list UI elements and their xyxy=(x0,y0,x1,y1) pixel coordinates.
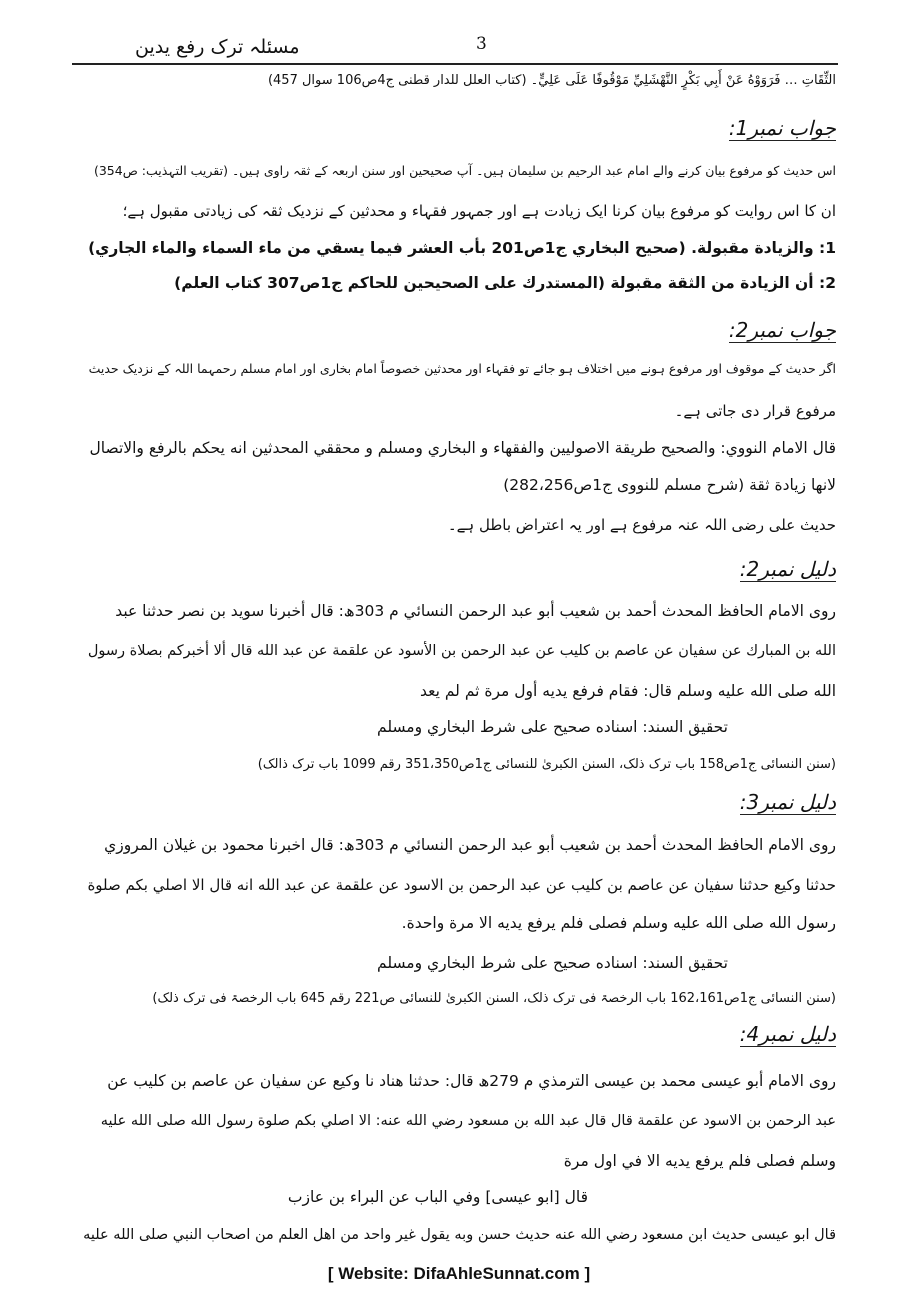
text-line: الله صلى الله عليه وسلم قال: فقام فرفع يديه أول مرة ثم لم يعد xyxy=(420,682,836,700)
book-title: مسئلہ ترک رفع یدین xyxy=(135,36,300,58)
text-line: روى الامام الحافظ المحدث أحمد بن شعيب أبو عبد الرحمن النسائي م 303ھ: قال أخبرنا سويد بن نصر حدثنا عبد xyxy=(115,602,836,620)
text-line: ان کا اس روایت کو مرفوع بیان کرنا ایک زیادت ہے اور جمہور فقہاء و محدثین کے نزدیک ثقہ کی زیادتی مقبول ہے؛ xyxy=(122,202,836,220)
page-number: 3 xyxy=(476,34,487,54)
section-heading-text: جواب نمبر2: xyxy=(728,318,836,342)
text-line: 2: أن الزيادة من الثقة مقبولة (المستدرك على الصحيحين للحاكم ج1ص307 كتاب العلم) xyxy=(174,274,836,292)
text-line: حدیث علی رضی اللہ عنہ مرفوع ہے اور یہ اعتراض باطل ہے۔ xyxy=(447,516,836,534)
text-line: لانها زيادة ثقة (شرح مسلم للنووی ج1ص282،256) xyxy=(503,476,836,494)
text-line: رسول الله صلى الله عليه وسلم فصلى فلم يرفع يديه الا مرة واحدة. xyxy=(401,914,836,932)
text-line: 1: والزيادة مقبولة. (صحيح البخاري ج1ص201 بأب العشر فيما يسقي من ماء السماء والماء الجاري) xyxy=(88,239,836,257)
text-line: قال الامام النووي: والصحيح طريقة الاصوليين والفقهاء و البخاري ومسلم و محققي المحدثين انه يحكم بالرفع والاتصال xyxy=(89,439,836,457)
section-heading xyxy=(729,114,836,141)
text-line: وسلم فصلى فلم يرفع يديه الا في اول مرة xyxy=(563,1152,836,1170)
section-heading xyxy=(740,788,836,815)
text-line: (سنن النسائی ج1ص162،161 باب الرخصۃ فی ترک ذلک، السنن الکبریٰ للنسائی ص221 رقم 645 باب الرخصۃ فی ترک ذلک) xyxy=(152,991,836,1006)
text-line: مرفوع قرار دی جاتی ہے۔ xyxy=(674,402,836,420)
text-line: حدثنا وكيع حدثنا سفيان عن عاصم بن كليب عن عبد الرحمن بن الاسود عن علقمة عن عبد الله انه قال الا اصلي بكم صلوة xyxy=(87,876,836,894)
section-heading-text: دلیل نمبر3: xyxy=(739,790,836,814)
text-line: روى الامام أبو عيسى محمد بن عيسى الترمذي م 279ھ قال: حدثنا هناد نا وكيع عن سفيان عن عاصم بن كليب عن xyxy=(107,1072,836,1090)
section-heading xyxy=(729,316,836,343)
section-heading-text: جواب نمبر1: xyxy=(728,116,836,140)
text-line: الله بن المبارك عن سفيان عن عاصم بن كليب عن عبد الرحمن بن الأسود عن علقمة عن عبد الله قال ألا أخبركم بصلاة رسول xyxy=(87,643,836,659)
text-line: روى الامام الحافظ المحدث أحمد بن شعيب أبو عبد الرحمن النسائي م 303ھ: قال اخبرنا محمود بن غيلان المروزي xyxy=(104,836,836,854)
text-line: اگر حدیث کے موقوف اور مرفوع ہونے میں اختلاف ہو جائے تو فقہاء اور محدثین خصوصاً امام بخاری اور امام مسلم رحمہما اللہ کے نزدیک حدیث xyxy=(88,361,836,376)
text-line: تحقيق السند: اسناده صحيح على شرط البخاري ومسلم xyxy=(377,954,728,972)
section-heading xyxy=(740,555,836,582)
section-heading-text: دلیل نمبر4: xyxy=(739,1022,836,1046)
website-footer: [ Website: DifaAhleSunnat.com ] xyxy=(327,1264,591,1283)
text-line: قال ابو عيسى حديث ابن مسعود رضي الله عنه حديث حسن وبه يقول غير واحد من اهل العلم من اصحاب النبي صلى الله عليه xyxy=(83,1227,836,1243)
text-line: عبد الرحمن بن الاسود عن علقمة قال قال عبد الله بن مسعود رضي الله عنه: الا اصلي بكم صلوة رسول الله صلى الله عليه xyxy=(100,1113,836,1129)
header-rule xyxy=(72,63,838,65)
text-line: اس حدیث کو مرفوع بیان کرنے والے امام عبد الرحیم بن سلیمان ہیں۔ آپ صحیحین اور سنن اربعہ کے ثقہ راوی ہیں۔ (تقریب التہذیب: ص354) xyxy=(93,163,836,178)
section-heading xyxy=(740,1020,836,1047)
text-line: (سنن النسائی ج1ص158 باب ترک ذلک، السنن الکبریٰ للنسائی ج1ص351،350 رقم 1099 باب ترک ذالک) xyxy=(257,757,836,772)
text-line: الثِّقَاتِ … فَرَوَوْهُ عَنْ أَبِي بَكْرٍ النَّهْشَلِيِّ مَوْقُوفًا عَلَى عَلِيٍّ۔ (کتاب العلل للدار قطنی ج4ص106 سوال 457) xyxy=(267,73,836,88)
text-line: تحقيق السند: اسناده صحيح على شرط البخاري ومسلم xyxy=(377,718,728,736)
text-line: قال [ابو عيسى] وفي الباب عن البراء بن عازب xyxy=(287,1188,588,1206)
section-heading-text: دلیل نمبر2: xyxy=(739,557,836,581)
